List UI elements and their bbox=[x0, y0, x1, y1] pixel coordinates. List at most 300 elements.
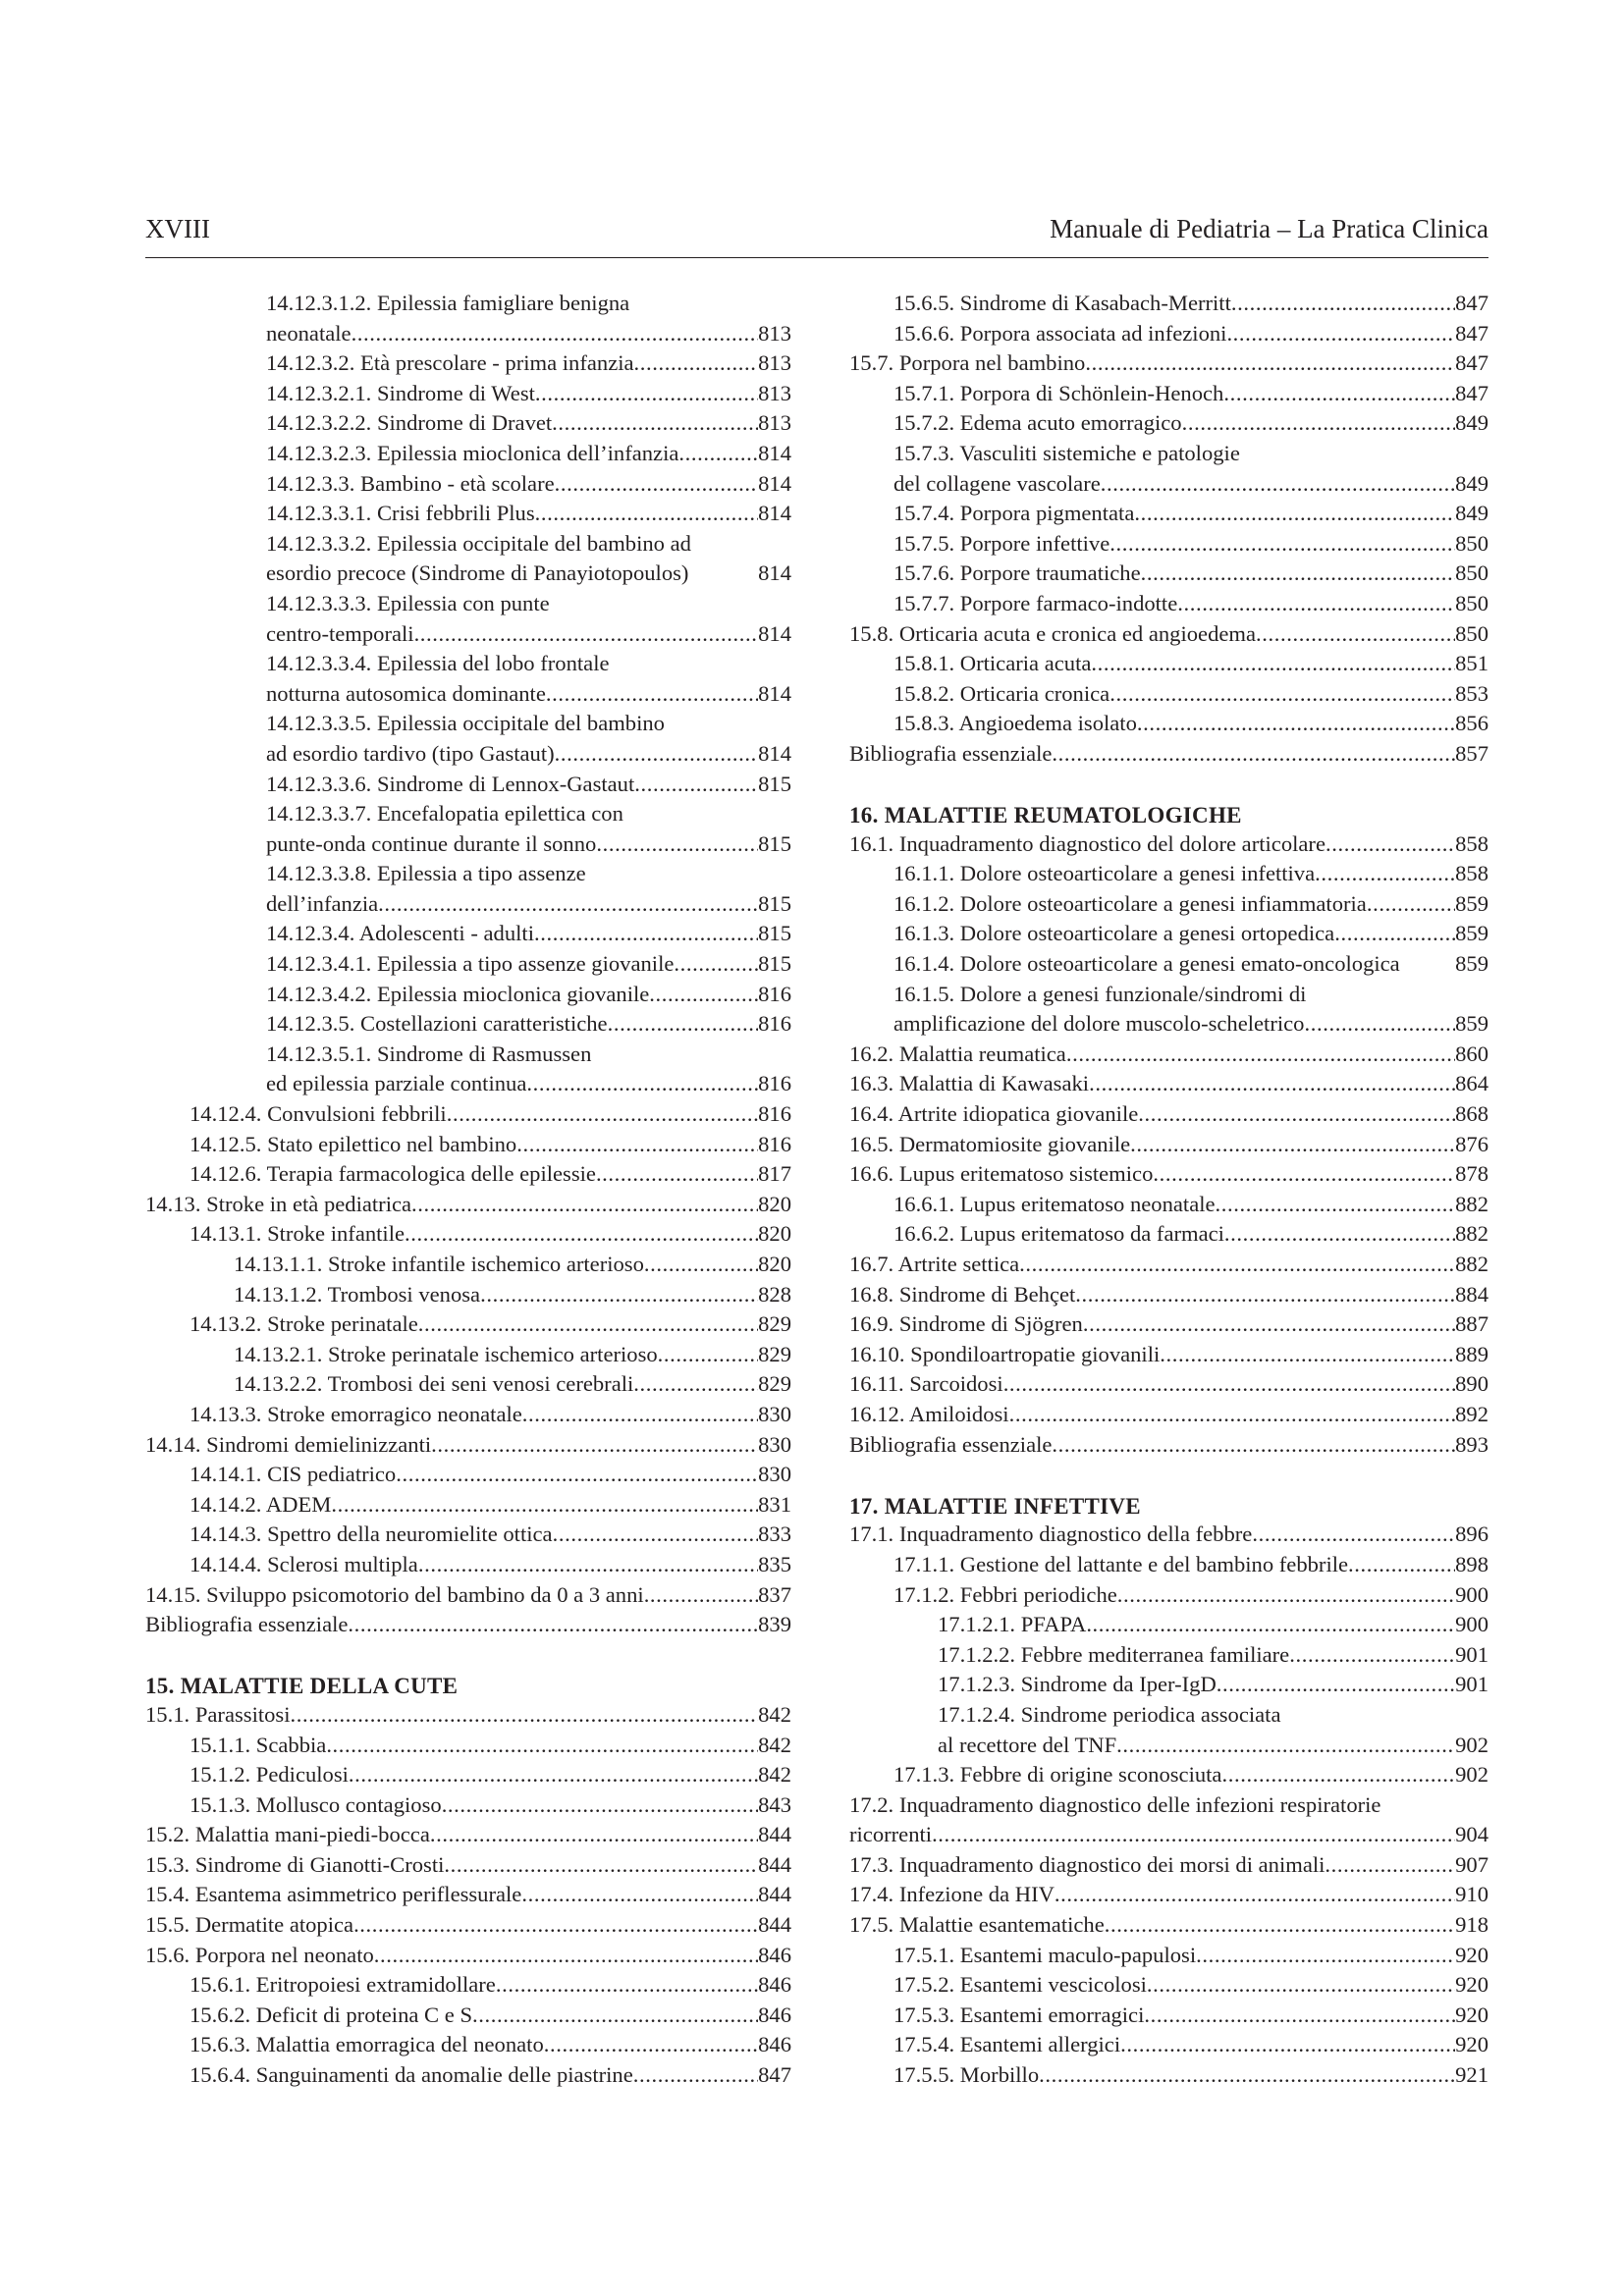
toc-entry[interactable] bbox=[849, 319, 1488, 349]
toc-entry[interactable] bbox=[145, 1910, 791, 1941]
toc-page-number: 893 bbox=[1455, 1431, 1488, 1457]
dot-leader bbox=[1348, 1550, 1455, 1580]
toc-entry-label: 16.12. Amiloidosi bbox=[849, 1401, 1009, 1426]
toc-entry[interactable] bbox=[145, 1580, 791, 1611]
toc-page-number: 843 bbox=[758, 1791, 791, 1817]
dot-leader bbox=[644, 1580, 758, 1611]
toc-entry-label: 17.5.4. Esantemi allergici bbox=[893, 2032, 1121, 2057]
toc-entry[interactable] bbox=[849, 2001, 1488, 2031]
toc-entry[interactable] bbox=[849, 2030, 1488, 2060]
toc-page-number: 842 bbox=[758, 1701, 791, 1727]
toc-entry[interactable] bbox=[849, 1430, 1488, 1461]
dot-leader bbox=[546, 679, 758, 710]
toc-entry[interactable] bbox=[849, 1069, 1488, 1099]
toc-entry[interactable] bbox=[145, 919, 791, 949]
toc-entry[interactable] bbox=[145, 379, 791, 409]
toc-left-column bbox=[145, 289, 791, 2091]
toc-entry[interactable] bbox=[849, 1790, 1488, 1821]
toc-entry[interactable] bbox=[849, 589, 1488, 619]
toc-entry[interactable] bbox=[849, 1309, 1488, 1340]
dot-leader bbox=[414, 619, 759, 650]
dot-leader bbox=[1315, 859, 1455, 889]
dot-leader bbox=[1217, 1670, 1455, 1700]
toc-entry[interactable] bbox=[145, 1159, 791, 1190]
toc-page-number: 814 bbox=[758, 680, 791, 706]
toc-entry[interactable] bbox=[849, 1700, 1488, 1731]
toc-entry[interactable] bbox=[849, 619, 1488, 650]
toc-page-number: 860 bbox=[1455, 1041, 1488, 1066]
dot-leader bbox=[378, 889, 758, 920]
toc-page-number: 816 bbox=[758, 981, 791, 1006]
toc-page-number: 902 bbox=[1455, 1762, 1488, 1788]
toc-page-number: 850 bbox=[1455, 620, 1488, 646]
toc-page-number: 817 bbox=[758, 1161, 791, 1187]
toc-entry-label: 14.12.3.5. Costellazioni caratteristiche bbox=[266, 1011, 608, 1037]
dot-leader bbox=[1153, 1159, 1455, 1190]
dot-leader bbox=[1177, 589, 1455, 619]
toc-entry[interactable] bbox=[145, 1190, 791, 1220]
toc-entry[interactable] bbox=[145, 408, 791, 439]
toc-entry[interactable] bbox=[849, 529, 1488, 560]
toc-entry[interactable] bbox=[849, 1880, 1488, 1910]
toc-page-number: 851 bbox=[1455, 651, 1488, 676]
toc-entry[interactable] bbox=[145, 529, 791, 560]
toc-page-number: 856 bbox=[1455, 711, 1488, 736]
toc-page-number: 859 bbox=[1455, 921, 1488, 946]
toc-entry-label: 14.13.1.2. Trombosi venosa bbox=[234, 1281, 481, 1307]
toc-page-number: 813 bbox=[758, 410, 791, 436]
toc-entry[interactable] bbox=[145, 980, 791, 1010]
toc-entry[interactable] bbox=[849, 1580, 1488, 1611]
toc-entry[interactable] bbox=[145, 289, 791, 319]
toc-entry-label: 14.12.3.2.3. Epilessia mioclonica dell’infanzia bbox=[266, 440, 679, 465]
toc-page-number: 815 bbox=[758, 771, 791, 796]
toc-entry[interactable] bbox=[849, 1550, 1488, 1580]
toc-entry[interactable] bbox=[849, 1009, 1488, 1040]
dot-leader bbox=[1226, 319, 1455, 349]
toc-page-number: 921 bbox=[1455, 2062, 1488, 2088]
dot-leader bbox=[649, 980, 758, 1010]
dot-leader bbox=[932, 1820, 1455, 1850]
toc-entry[interactable] bbox=[145, 1219, 791, 1250]
toc-page-number: 850 bbox=[1455, 590, 1488, 615]
toc-entry-label: 14.13.1.1. Stroke infantile ischemico arterioso bbox=[234, 1252, 644, 1276]
toc-entry[interactable] bbox=[145, 1550, 791, 1580]
toc-entry[interactable] bbox=[849, 1130, 1488, 1160]
toc-page-number: 847 bbox=[1455, 320, 1488, 346]
toc-entry-label: 15.1. Parassitosi bbox=[145, 1701, 291, 1727]
toc-entry-label: 16.1.1. Dolore osteoarticolare a genesi infettiva bbox=[893, 861, 1316, 886]
dot-leader bbox=[1083, 1309, 1455, 1340]
toc-entry[interactable] bbox=[145, 1520, 791, 1550]
toc-entry[interactable] bbox=[145, 2060, 791, 2091]
toc-entry-label: 16.9. Sindrome di Sjögren bbox=[849, 1311, 1083, 1337]
dot-leader bbox=[1367, 889, 1455, 920]
toc-entry[interactable] bbox=[145, 1731, 791, 1761]
toc-entry-label: 15.8. Orticaria acuta e cronica ed angioedema bbox=[849, 620, 1257, 646]
toc-page-number: 900 bbox=[1455, 1581, 1488, 1607]
toc-entry-label: 15.8.1. Orticaria acuta bbox=[893, 651, 1092, 676]
toc-entry[interactable] bbox=[145, 709, 791, 739]
toc-page-number: 820 bbox=[758, 1191, 791, 1216]
toc-entry[interactable] bbox=[849, 348, 1488, 379]
toc-entry[interactable] bbox=[849, 649, 1488, 679]
toc-entry-label: 14.12.3.3. Bambino - età scolare bbox=[266, 470, 555, 496]
toc-entry-label: 14.12.3.2.1. Sindrome di West bbox=[266, 380, 535, 405]
toc-entry-label: 17.1.2.4. Sindrome periodica associata bbox=[938, 1701, 1281, 1727]
toc-entry[interactable] bbox=[849, 949, 1488, 980]
toc-entry[interactable] bbox=[849, 408, 1488, 439]
toc-entry[interactable] bbox=[145, 1820, 791, 1850]
dot-leader bbox=[608, 1009, 759, 1040]
toc-entry-label: 14.13.3. Stroke emorragico neonatale bbox=[189, 1401, 522, 1426]
toc-entry[interactable] bbox=[849, 709, 1488, 739]
toc-entry[interactable] bbox=[145, 1490, 791, 1521]
toc-entry[interactable] bbox=[849, 1850, 1488, 1881]
toc-page-number: 813 bbox=[758, 320, 791, 346]
toc-entry-label: 14.14. Sindromi demielinizzanti bbox=[145, 1431, 432, 1457]
dot-leader bbox=[1216, 1190, 1456, 1220]
toc-entry-label: ed epilessia parziale continua bbox=[266, 1071, 527, 1096]
toc-page-number: 859 bbox=[1455, 890, 1488, 916]
toc-entry[interactable] bbox=[145, 1850, 791, 1881]
toc-page-number: 816 bbox=[758, 1071, 791, 1096]
toc-entry[interactable] bbox=[145, 1880, 791, 1910]
dot-leader bbox=[1231, 289, 1455, 319]
dot-leader bbox=[1196, 1941, 1455, 1971]
toc-page-number: 853 bbox=[1455, 680, 1488, 706]
toc-entry[interactable] bbox=[145, 829, 791, 860]
toc-entry[interactable] bbox=[145, 1099, 791, 1130]
toc-entry-label: 16.10. Spondiloartropatie giovanili bbox=[849, 1341, 1161, 1366]
toc-entry[interactable] bbox=[145, 1400, 791, 1430]
toc-page-number: 920 bbox=[1455, 1972, 1488, 1998]
toc-entry[interactable] bbox=[145, 2030, 791, 2060]
dot-leader bbox=[1085, 348, 1455, 379]
toc-entry[interactable] bbox=[849, 1610, 1488, 1640]
toc-entry[interactable] bbox=[849, 1640, 1488, 1671]
toc-entry[interactable] bbox=[849, 1970, 1488, 2001]
toc-page-number: 814 bbox=[758, 740, 791, 766]
toc-entry[interactable] bbox=[145, 1700, 791, 1731]
toc-entry[interactable] bbox=[145, 1280, 791, 1310]
section-spacer bbox=[145, 1640, 791, 1671]
toc-page-number: 920 bbox=[1455, 2032, 1488, 2057]
toc-entry-label: 15.6.3. Malattia emorragica del neonato bbox=[189, 2032, 544, 2057]
dot-leader bbox=[553, 1520, 759, 1550]
dot-leader bbox=[544, 2030, 758, 2060]
toc-entry-label: 15.6.1. Eritropoiesi extramidollare bbox=[189, 1972, 496, 1998]
toc-entry[interactable] bbox=[145, 2001, 791, 2031]
toc-page-number: 910 bbox=[1455, 1882, 1488, 1907]
toc-entry-label: 17.5. Malattie esantematiche bbox=[849, 1912, 1105, 1938]
toc-page-number: 900 bbox=[1455, 1612, 1488, 1637]
toc-entry-label: 15.7.7. Porpore farmaco-indotte bbox=[893, 590, 1178, 615]
dot-leader bbox=[1109, 679, 1455, 710]
toc-entry[interactable] bbox=[145, 1610, 791, 1640]
dot-leader bbox=[1137, 709, 1455, 739]
toc-entry[interactable] bbox=[145, 889, 791, 920]
toc-entry[interactable] bbox=[145, 1069, 791, 1099]
toc-entry[interactable] bbox=[849, 1159, 1488, 1190]
toc-entry[interactable] bbox=[849, 439, 1488, 469]
dot-leader bbox=[658, 1340, 758, 1370]
toc-entry-label: 14.12.3.3.3. Epilessia con punte bbox=[266, 590, 550, 615]
toc-entry-label: 14.13. Stroke in età pediatrica bbox=[145, 1191, 412, 1216]
toc-entry[interactable] bbox=[849, 1250, 1488, 1280]
toc-entry[interactable] bbox=[145, 1970, 791, 2001]
chapter-heading: 16. MALATTIE REUMATOLOGICHE bbox=[849, 803, 1242, 828]
toc-entry-label: notturna autosomica dominante bbox=[266, 680, 546, 706]
toc-entry[interactable] bbox=[849, 859, 1488, 889]
toc-page-number: 846 bbox=[758, 2032, 791, 2057]
toc-entry-label: punte-onda continue durante il sonno bbox=[266, 830, 597, 856]
toc-entry-label: 14.12.3.5.1. Sindrome di Rasmussen bbox=[266, 1041, 592, 1066]
toc-entry[interactable] bbox=[849, 1040, 1488, 1070]
dot-leader bbox=[1144, 2001, 1455, 2031]
dot-leader bbox=[633, 2060, 758, 2091]
toc-entry[interactable] bbox=[849, 739, 1488, 770]
dot-leader bbox=[596, 829, 758, 860]
dot-leader bbox=[1116, 1731, 1455, 1761]
toc-entry[interactable] bbox=[145, 439, 791, 469]
toc-page-number: 835 bbox=[758, 1551, 791, 1576]
toc-entry[interactable] bbox=[145, 770, 791, 800]
toc-entry-label: 17.5.2. Esantemi vescicolosi bbox=[893, 1972, 1147, 1998]
toc-entry[interactable] bbox=[145, 1009, 791, 1040]
toc-page-number: 815 bbox=[758, 951, 791, 977]
dot-leader bbox=[1221, 1760, 1455, 1790]
toc-entry[interactable] bbox=[849, 1731, 1488, 1761]
toc-entry[interactable] bbox=[849, 829, 1488, 860]
toc-entry[interactable] bbox=[849, 1670, 1488, 1700]
toc-entry[interactable] bbox=[849, 379, 1488, 409]
toc-page-number: 816 bbox=[758, 1131, 791, 1156]
toc-entry[interactable] bbox=[145, 799, 791, 829]
toc-entry-label: 14.14.2. ADEM bbox=[189, 1491, 332, 1517]
toc-page-number: 833 bbox=[758, 1522, 791, 1547]
dot-leader bbox=[1182, 408, 1456, 439]
toc-entry[interactable] bbox=[145, 1130, 791, 1160]
toc-entry-label: 16.1.2. Dolore osteoarticolare a genesi infiammatoria bbox=[893, 890, 1367, 916]
toc-entry-label: 14.12.3.2. Età prescolare - prima infanzia bbox=[266, 350, 634, 376]
toc-entry-label: 14.12.3.3.2. Epilessia occipitale del bambino ad bbox=[266, 530, 691, 556]
toc-entry[interactable] bbox=[145, 859, 791, 889]
toc-page-number: 847 bbox=[1455, 350, 1488, 376]
dot-leader bbox=[1091, 649, 1455, 679]
toc-entry-label: 15.7. Porpora nel bambino bbox=[849, 350, 1086, 376]
toc-entry-label: 16.8. Sindrome di Behçet bbox=[849, 1281, 1076, 1307]
toc-page-number: 830 bbox=[758, 1431, 791, 1457]
toc-entry-label: 17.1.2.2. Febbre mediterranea familiare bbox=[938, 1641, 1290, 1667]
toc-page-number: 849 bbox=[1455, 501, 1488, 526]
toc-entry[interactable] bbox=[849, 889, 1488, 920]
toc-entry[interactable] bbox=[849, 499, 1488, 529]
toc-page-number: 830 bbox=[758, 1462, 791, 1487]
toc-entry[interactable] bbox=[849, 919, 1488, 949]
toc-page-number: 887 bbox=[1455, 1311, 1488, 1337]
toc-entry[interactable] bbox=[145, 1941, 791, 1971]
toc-entry[interactable] bbox=[145, 1250, 791, 1280]
toc-entry[interactable] bbox=[145, 348, 791, 379]
toc-entry[interactable] bbox=[849, 1099, 1488, 1130]
toc-entry[interactable] bbox=[849, 1369, 1488, 1400]
toc-page-number: 859 bbox=[1455, 1011, 1488, 1037]
dot-leader bbox=[1019, 1250, 1455, 1280]
toc-page-number: 815 bbox=[758, 890, 791, 916]
toc-page-number: 844 bbox=[758, 1851, 791, 1877]
toc-page-number: 849 bbox=[1455, 470, 1488, 496]
toc-entry-label: Bibliografia essenziale bbox=[849, 1431, 1053, 1457]
toc-page-number: 846 bbox=[758, 2002, 791, 2027]
toc-entry[interactable] bbox=[145, 1790, 791, 1821]
toc-entry[interactable] bbox=[145, 1340, 791, 1370]
toc-page-number: 907 bbox=[1455, 1851, 1488, 1877]
toc-entry[interactable] bbox=[849, 1190, 1488, 1220]
dot-leader bbox=[1120, 2030, 1455, 2060]
toc-page-number: 850 bbox=[1455, 530, 1488, 556]
toc-entry[interactable] bbox=[145, 589, 791, 619]
toc-page-number: 846 bbox=[758, 1942, 791, 1967]
toc-entry-label: 17.3. Inquadramento diagnostico dei morsi di animali bbox=[849, 1851, 1325, 1877]
toc-entry[interactable] bbox=[849, 1820, 1488, 1850]
dot-leader bbox=[1055, 1880, 1455, 1910]
toc-entry-label: 16.1.4. Dolore osteoarticolare a genesi emato-oncologica bbox=[893, 951, 1400, 977]
toc-entry-label: 17.1.2.1. PFAPA bbox=[938, 1612, 1087, 1637]
dot-leader bbox=[1256, 619, 1455, 650]
toc-entry-label: 17.5.3. Esantemi emorragici bbox=[893, 2002, 1145, 2027]
toc-entry[interactable] bbox=[145, 319, 791, 349]
dot-leader bbox=[1304, 1009, 1455, 1040]
toc-entry[interactable] bbox=[145, 1369, 791, 1400]
toc-entry-label: 14.13.2.1. Stroke perinatale ischemico arterioso bbox=[234, 1341, 658, 1366]
dot-leader bbox=[326, 1731, 758, 1761]
toc-entry[interactable] bbox=[145, 499, 791, 529]
dot-leader bbox=[1109, 529, 1455, 560]
dot-leader bbox=[1325, 829, 1455, 860]
toc-entry-label: 16.2. Malattia reumatica bbox=[849, 1041, 1066, 1066]
dot-leader bbox=[1252, 1520, 1455, 1550]
toc-entry[interactable] bbox=[849, 679, 1488, 710]
toc-entry-label: 14.12.3.3.8. Epilessia a tipo assenze bbox=[266, 861, 586, 886]
toc-entry[interactable] bbox=[849, 1219, 1488, 1250]
toc-entry[interactable] bbox=[145, 649, 791, 679]
dot-leader bbox=[1138, 1099, 1455, 1130]
toc-entry[interactable] bbox=[849, 469, 1488, 500]
dot-leader bbox=[291, 1700, 759, 1731]
toc-entry-label: 16.11. Sarcoidosi bbox=[849, 1371, 1003, 1397]
toc-page-number: 864 bbox=[1455, 1071, 1488, 1096]
dot-leader bbox=[516, 1130, 758, 1160]
toc-entry-label: 15.7.6. Porpore traumatiche bbox=[893, 561, 1141, 586]
toc-entry-label: 17.4. Infezione da HIV bbox=[849, 1882, 1055, 1907]
dot-leader bbox=[1130, 1130, 1455, 1160]
toc-entry[interactable] bbox=[145, 1460, 791, 1490]
toc-entry-label: 14.12.4. Convulsioni febbrili bbox=[189, 1101, 447, 1127]
toc-entry[interactable] bbox=[145, 1309, 791, 1340]
dot-leader bbox=[521, 1880, 758, 1910]
toc-entry-label: 15.7.1. Porpora di Schönlein-Henoch bbox=[893, 380, 1224, 405]
chapter-heading: 17. MALATTIE INFETTIVE bbox=[849, 1493, 1141, 1519]
toc-entry[interactable] bbox=[145, 1430, 791, 1461]
toc-page-number: 820 bbox=[758, 1221, 791, 1247]
toc-entry[interactable] bbox=[145, 559, 791, 589]
toc-entry[interactable] bbox=[145, 679, 791, 710]
toc-entry-label: 14.14.4. Sclerosi multipla bbox=[189, 1551, 418, 1576]
toc-page-number: 844 bbox=[758, 1822, 791, 1847]
toc-entry[interactable] bbox=[849, 1760, 1488, 1790]
toc-entry[interactable] bbox=[145, 949, 791, 980]
dot-leader bbox=[1039, 2060, 1455, 2091]
toc-page-number: 844 bbox=[758, 1882, 791, 1907]
toc-entry[interactable] bbox=[849, 1340, 1488, 1370]
toc-entry[interactable] bbox=[849, 980, 1488, 1010]
dot-leader bbox=[633, 1369, 758, 1400]
dot-leader bbox=[1086, 1610, 1455, 1640]
toc-page-number: 829 bbox=[758, 1371, 791, 1397]
toc-entry-label: 16.1.5. Dolore a genesi funzionale/sindromi di bbox=[893, 981, 1307, 1006]
toc-page-number: 892 bbox=[1455, 1401, 1488, 1426]
toc-entry-label: 16.3. Malattia di Kawasaki bbox=[849, 1071, 1090, 1096]
dot-leader bbox=[1224, 1219, 1455, 1250]
toc-entry-label: centro-temporali bbox=[266, 620, 414, 646]
toc-entry[interactable] bbox=[849, 559, 1488, 589]
toc-entry-label: dell’infanzia bbox=[266, 890, 379, 916]
toc-entry[interactable] bbox=[849, 1910, 1488, 1941]
toc-entry[interactable] bbox=[849, 289, 1488, 319]
toc-entry-label: ad esordio tardivo (tipo Gastaut) bbox=[266, 740, 555, 766]
dot-leader bbox=[1052, 1430, 1455, 1461]
toc-entry-label: 14.13.2.2. Trombosi dei seni venosi cerebrali bbox=[234, 1371, 634, 1397]
toc-entry[interactable] bbox=[849, 1280, 1488, 1310]
toc-entry[interactable] bbox=[849, 2060, 1488, 2091]
toc-entry-label: 16.6.2. Lupus eritematoso da farmaci bbox=[893, 1221, 1224, 1247]
toc-page-number: 814 bbox=[758, 440, 791, 465]
toc-page-number: 882 bbox=[1455, 1191, 1488, 1216]
toc-entry-label: 17.2. Inquadramento diagnostico delle infezioni respiratorie bbox=[849, 1791, 1381, 1817]
dot-leader bbox=[1003, 1369, 1455, 1400]
toc-page-number: 814 bbox=[758, 501, 791, 526]
toc-entry[interactable] bbox=[145, 1760, 791, 1790]
toc-entry[interactable] bbox=[849, 1400, 1488, 1430]
toc-page-number: 857 bbox=[1455, 740, 1488, 766]
dot-leader bbox=[396, 1460, 758, 1490]
toc-entry-label: 15.8.3. Angioedema isolato bbox=[893, 711, 1137, 736]
toc-page-number: 858 bbox=[1455, 830, 1488, 856]
toc-entry-label: 15.7.3. Vasculiti sistemiche e patologie bbox=[893, 440, 1240, 465]
toc-entry[interactable] bbox=[145, 619, 791, 650]
dot-leader bbox=[1089, 1069, 1455, 1099]
dot-leader bbox=[442, 1790, 758, 1821]
toc-entry[interactable] bbox=[145, 739, 791, 770]
section-spacer bbox=[849, 1460, 1488, 1490]
dot-leader bbox=[444, 1850, 758, 1881]
toc-page-number: 902 bbox=[1455, 1732, 1488, 1757]
toc-page-number: 828 bbox=[758, 1281, 791, 1307]
toc-entry-label: 15.1.3. Mollusco contagioso bbox=[189, 1791, 442, 1817]
toc-entry[interactable] bbox=[145, 469, 791, 500]
toc-entry[interactable] bbox=[145, 1040, 791, 1070]
toc-entry[interactable] bbox=[849, 1520, 1488, 1550]
toc-page-number: 829 bbox=[758, 1341, 791, 1366]
toc-entry-label: del collagene vascolare bbox=[893, 470, 1101, 496]
toc-entry-label: 16.7. Artrite settica bbox=[849, 1252, 1020, 1276]
toc-entry-label: 15.7.4. Porpora pigmentata bbox=[893, 501, 1135, 526]
toc-entry-label: 15.1.1. Scabbia bbox=[189, 1732, 327, 1757]
toc-entry[interactable] bbox=[849, 1941, 1488, 1971]
toc-page-number: 901 bbox=[1455, 1641, 1488, 1667]
toc-page-number: 830 bbox=[758, 1401, 791, 1426]
